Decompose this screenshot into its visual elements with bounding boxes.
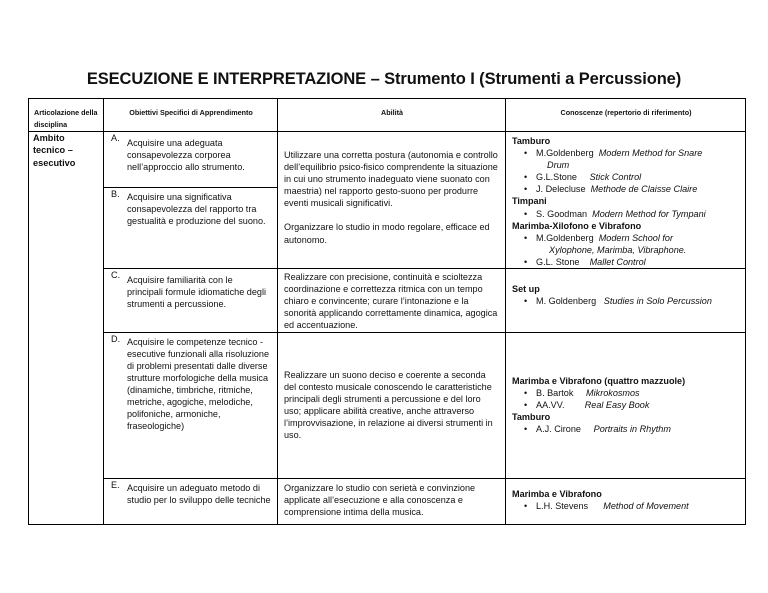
knowledge-block-1: Tamburo • M.Goldenberg Modern Method for Snare Drum • G.L.Stone Stick Control • J. Delecluse Methode de Claisse Claire Timpani • S. Goodman Modern Method for Tympani Marimba-Xilofono e Vibrafono • M.Goldenberg Modern School for Xylophone, Marimba, Vibraphone. • G.L. Stone Mallet Control (506, 132, 745, 268)
objectives-cell-d (104, 332, 278, 478)
skills-cell-4 (278, 478, 506, 524)
objectives-cell-c (104, 269, 278, 332)
page-title: ESECUZIONE E INTERPRETAZIONE – Strumento I (Strumenti a Percussione) (86, 70, 682, 88)
curriculum-table (28, 98, 746, 525)
knowledge-cell-1 (506, 132, 746, 269)
objective-a: A. Acquisire una adeguata consapevolezza corporea nell’approccio allo strumento. (111, 133, 245, 173)
skill-text: Realizzare con precisione, continuità e scioltezza coordinazione e correttezza ritmica con un tempo chiaro e convincente; curare l’intonazione e la sonorità applicando correttamente dinamica, agogica ed accentuazione. (284, 272, 498, 331)
knowledge-block-2: Set up • M. Goldenberg Studies in Solo Percussion (506, 269, 745, 307)
knowledge-block-4: Marimba e Vibrafono • L.H. Stevens Method of Movement (506, 479, 745, 512)
objective-d: D. Acquisire le competenze tecnico - esecutive funzionali alla risoluzione di problemi presentati dalle diverse strutture morfologiche della musica (dinamiche, timbriche, ritmiche, metriche, agogiche, melodiche, polifoniche, armoniche, fraseologiche) (111, 333, 270, 432)
skill-text: Utilizzare una corretta postura (autonomia e controllo dell’equilibrio psico-fisico comprendente la situazione in cui uno strumento inadeguato viene suonato con maestria) nel rapporto gesto-suono per produrre eventi musicali significativi. Organizzare lo studio in modo regolare, efficace ed autonomo. (284, 150, 498, 245)
skills-cell-2 (278, 269, 506, 332)
knowledge-block-3: Marimba e Vibrafono (quattro mazzuole) • B. Bartok Mikrokosmos • AA.VV. Real Easy Book Tamburo • A.J. Cirone Portraits in Rhythm (506, 375, 745, 435)
objective-e: E. Acquisire un adeguato metodo di studio per lo sviluppo delle tecniche (111, 479, 271, 505)
knowledge-cell-4 (506, 478, 746, 524)
header-abilita: Abilità (278, 99, 506, 132)
header-articolazione: Articolazione della disciplina (29, 99, 104, 132)
ambito-label: Ambito tecnico – esecutivo (33, 133, 76, 168)
header-row (29, 99, 746, 132)
table-row (29, 332, 746, 478)
knowledge-cell-2 (506, 269, 746, 332)
skills-cell-1 (278, 132, 506, 269)
skill-text: Organizzare lo studio con serietà e convinzione applicate all’esecuzione e alla conoscenza e comprensione intima della musica. (284, 482, 476, 517)
skills-cell-3 (278, 332, 506, 478)
objective-c: C. Acquisire familiarità con le principali formule idiomatiche degli strumenti a percussione. (111, 270, 266, 310)
header-conoscenze: Conoscenze (repertorio di riferimento) (506, 99, 746, 132)
objectives-cell-e (104, 478, 278, 524)
table-row (29, 478, 746, 524)
skill-text: Realizzare un suono deciso e coerente a seconda del contesto musicale conoscendo le caratteristiche principali degli strumenti a percussione e del loro uso; applicare abilità creative, anche attraverso l’improvvisazione, in relazione ai diversi strumenti in uso. (284, 369, 493, 441)
objective-b: B. Acquisire una significativa consapevolezza del rapporto tra gestualità e produzione del suono. (111, 189, 266, 227)
ambito-cell (29, 132, 104, 525)
table-row (29, 269, 746, 332)
objectives-cell-ab (104, 132, 278, 269)
table-row (29, 132, 746, 269)
knowledge-cell-3 (506, 332, 746, 478)
header-obiettivi: Obiettivi Specifici di Apprendimento (104, 99, 278, 132)
